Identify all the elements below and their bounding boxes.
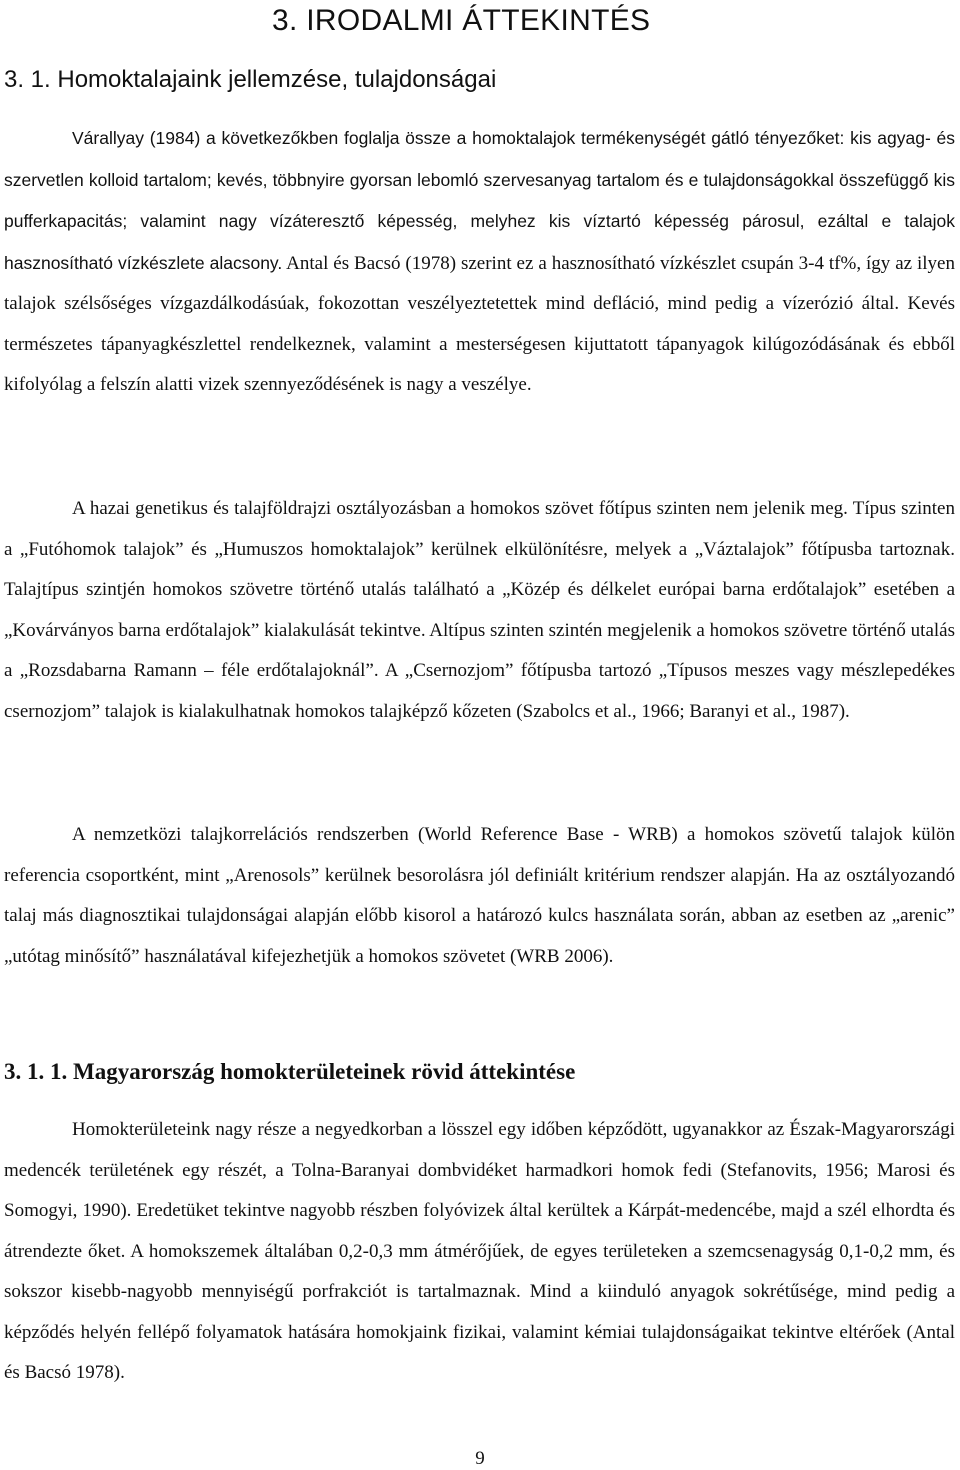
section-title: 3. 1. Homoktalajaink jellemzése, tulajdonságai <box>4 66 497 93</box>
subsection-paragraph: Homokterületeink nagy része a negyedkorban a lösszel egy időben képződött, ugyanakkor az Észak-Magyarországi medencék területének egy részét, a Tolna-Baranyai dombvidéket harmadkori homok fedi (Stefanovits, 1956; Marosi és Somogyi, 1990). Eredetüket tekintve nagyobb részben folyóvizek által kerültek a Kárpát-medencébe, majd a szél elhordta és átrendezte őket. A homokszemek általában 0,2-0,3 mm átmérőjűek, de egyes területeken a szemcsenagyság 0,1-0,2 mm, és sokszor kisebb-nagyobb mennyiségű porfrakciót is tartalmaznak. Mind a kiinduló anyagok sokrétűsége, mind pedig a képződés helyén fellépő folyamatok hatására homokjaink fizikai, valamint kémiai tulajdonságaikat tekintve eltérőek (Antal és Bacsó 1978). <box>4 1119 955 1383</box>
paragraph-3: A nemzetközi talajkorrelációs rendszerben (World Reference Base - WRB) a homokos szövetű talajok külön referencia csoportként, mint „Arenosols” kerülnek besorolásra jól definiált kritérium rendszer alapján. Ha az osztályozandó talaj más diagnosztikai tulajdonságai alapján előbb kisorol a határozó kulcs használata során, abban az esetben az „arenic” „utótag minősítő” használatával kifejezhetjük a homokos szövetet (WRB 2006). <box>4 824 955 967</box>
subsection-title: 3. 1. 1. Magyarország homokterületeinek rövid áttekintése <box>4 1059 576 1084</box>
paragraph-2: A hazai genetikus és talajföldrajzi osztályozásban a homokos szövet főtípus szinten nem jelenik meg. Típus szinten a „Futóhomok talajok” és „Humuszos homoktalajok” kerülnek elkülönítésre, melyek a „Váztalajok” főtípusba tartoznak. Talajtípus szintjén homokos szövetre történő utalás található a „Közép és délkelet európai barna erdőtalajok” esetében a „Kovárványos barna erdőtalajok” kialakulását tekintve. Altípus szinten szintén megjelenik a homokos szövetre történő utalás a „Rozsdabarna Ramann – féle erdőtalajoknál”. A „Csernozjom” főtípusba tartozó „Típusos meszes vagy mészlepedékes csernozjom” talajok is kialakulhatnak homokos talajképző kőzeten (Szabolcs et al., 1966; Baranyi et al., 1987). <box>4 498 955 722</box>
paragraph-1 <box>4 118 955 406</box>
chapter-title: 3. IRODALMI ÁTTEKINTÉS <box>272 4 651 37</box>
paragraph-1-serif-part: Antal és Bacsó (1978) szerint ez a hasznosítható vízkészlet csupán 3-4 tf%, így az ilyen talajok szélsőséges vízgazdálkodásúak, fokozottan veszélyeztetettek mind defláció, mind pedig a vízerózió által. Kevés természetes tápanyagkészlettel rendelkeznek, valamint a mesterségesen kijuttatott tápanyagok kilúgozódásának és ebből kifolyólag a felszín alatti vizek szennyeződésének is nagy a veszélye. <box>4 252 955 395</box>
page-number: 9 <box>475 1448 485 1469</box>
paragraph-1-sans-part: Várallyay (1984) a következőkben foglalja össze a homoktalajok termékenységét gátló tényezőket: kis agyag- és szervetlen kolloid tartalom; kevés, többnyire gyorsan lebomló szervesanyag tartalom és e tulajdonságokkal összefüggő kis pufferkapacitás; valamint nagy vízáteresztő képesség, melyhez kis víztartó képesség párosul, ezáltal e talajok hasznosítható vízkészlete alacsony. <box>4 128 955 273</box>
